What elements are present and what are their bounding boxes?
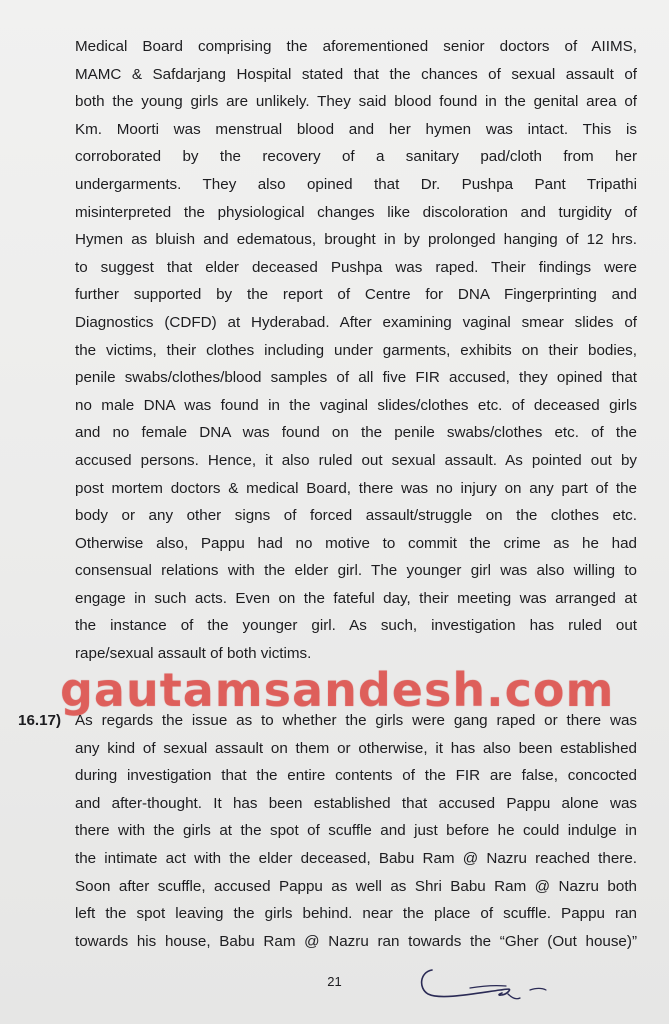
paragraph-line: left the spot leaving the girls behind. near the place of scuffle. Pappu ran xyxy=(75,905,637,923)
paragraph-line: Otherwise also, Pappu had no motive to commit the crime as he had xyxy=(75,534,637,552)
website-watermark: gautamsandesh.com xyxy=(60,663,615,717)
paragraph-line: Medical Board comprising the aforementioned senior doctors of AIIMS, xyxy=(75,38,637,55)
paragraph-line: rape/sexual assault of both victims. xyxy=(75,645,312,663)
paragraph-line: the victims, their clothes including under garments, exhibits on their bodies, xyxy=(75,341,637,359)
paragraph-line: accused persons. Hence, it also ruled out sexual assault. As pointed out by xyxy=(75,451,637,469)
page-number: 21 xyxy=(327,974,342,989)
paragraph-line: any kind of sexual assault on them or otherwise, it has also been established xyxy=(75,739,637,757)
paragraph-line: both the young girls are unlikely. They said blood found in the genital area of xyxy=(75,93,637,111)
paragraph-line: towards his house, Babu Ram @ Nazru ran towards the “Gher (Out house)” xyxy=(75,932,637,950)
paragraph-line: Soon after scuffle, accused Pappu as well as Shri Babu Ram @ Nazru both xyxy=(75,877,637,895)
paragraph-line: penile swabs/clothes/blood samples of all five FIR accused, they opined that xyxy=(75,369,637,387)
paragraph-2 xyxy=(75,707,637,955)
paragraph-line: during investigation that the entire contents of the FIR are false, concocted xyxy=(75,767,637,785)
paragraph-line: the instance of the younger girl. As such, investigation has ruled out xyxy=(75,617,637,635)
paragraph-line: to suggest that elder deceased Pushpa was raped. Their findings were xyxy=(75,258,637,276)
paragraph-line: engage in such acts. Even on the fateful day, their meeting was arranged at xyxy=(75,589,637,607)
paragraph-line: As regards the issue as to whether the girls were gang raped or there was xyxy=(75,712,637,729)
paragraph-line: post mortem doctors & medical Board, there was no injury on any part of the xyxy=(75,479,637,497)
paragraph-line: Km. Moorti was menstrual blood and her hymen was intact. This is xyxy=(75,120,637,138)
paragraph-line: MAMC & Safdarjang Hospital stated that the chances of sexual assault of xyxy=(75,65,637,83)
paragraph-line: Diagnostics (CDFD) at Hyderabad. After examining vaginal smear slides of xyxy=(75,313,637,331)
paragraph-line: no male DNA was found in the vaginal slides/clothes etc. of deceased girls xyxy=(75,396,637,414)
paragraph-1 xyxy=(75,33,637,668)
paragraph-line: further supported by the report of Centre for DNA Fingerprinting and xyxy=(75,286,637,304)
paragraph-line: corroborated by the recovery of a sanitary pad/cloth from her xyxy=(75,148,637,166)
paragraph-line: undergarments. They also opined that Dr. Pushpa Pant Tripathi xyxy=(75,175,637,193)
paragraph-line: the intimate act with the elder deceased, Babu Ram @ Nazru reached there. xyxy=(75,849,637,867)
paragraph-number: 16.17) xyxy=(18,712,62,729)
paragraph-line: body or any other signs of forced assault/struggle on the clothes etc. xyxy=(75,507,637,525)
paragraph-line: there with the girls at the spot of scuffle and just before he could indulge in xyxy=(75,822,637,840)
paragraph-line: Hymen as bluish and edematous, brought in by prolonged hanging of 12 hrs. xyxy=(75,231,637,249)
paragraph-line: and no female DNA was found on the penile swabs/clothes etc. of the xyxy=(75,424,637,442)
paragraph-line: consensual relations with the elder girl. The younger girl was also willing to xyxy=(75,562,637,580)
paragraph-line: misinterpreted the physiological changes like discoloration and turgidity of xyxy=(75,203,637,221)
handwritten-signature xyxy=(412,958,562,1008)
paragraph-line: and after-thought. It has been established that accused Pappu alone was xyxy=(75,794,637,812)
